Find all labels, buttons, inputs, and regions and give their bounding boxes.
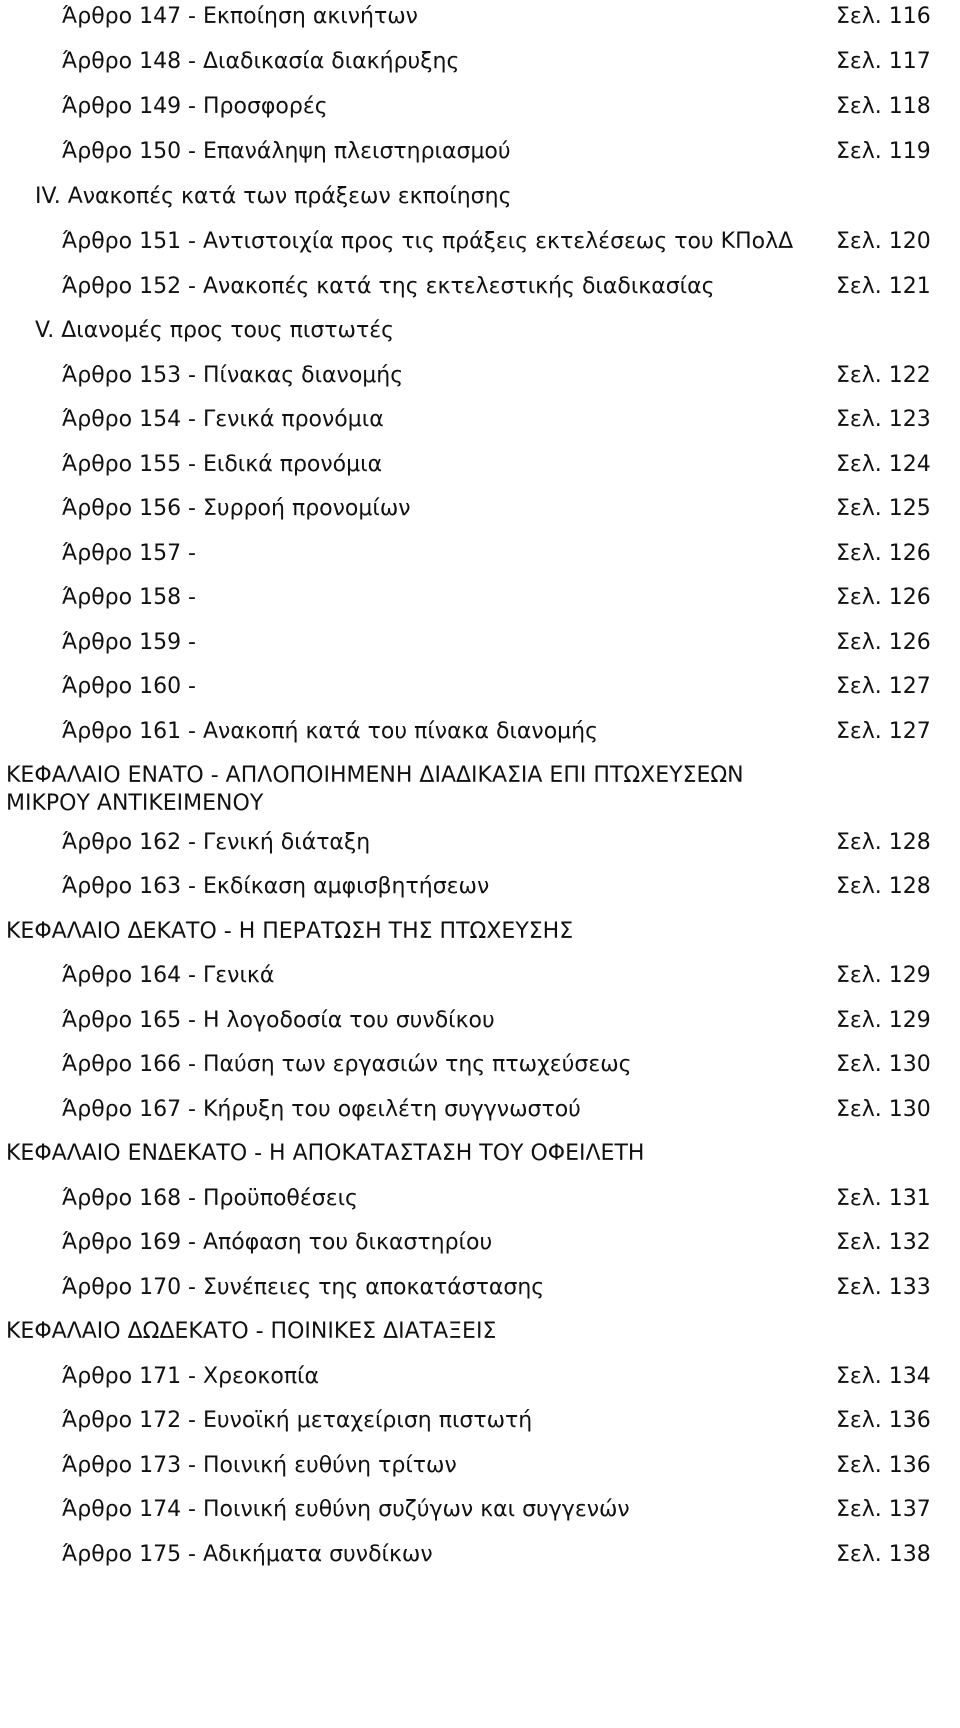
page-number: Σελ. 132 [836,1230,931,1255]
article-number: Άρθρο 147 - [62,4,203,29]
article-name: Ανακοπές κατά της εκτελεστικής διαδικασίας [203,274,715,299]
article-name: Αδικήματα συνδίκων [203,1542,433,1567]
article-number: Άρθρο 167 - [62,1097,203,1122]
page-number: Σελ. 121 [836,274,931,299]
page-number: Σελ. 130 [836,1052,931,1077]
article-name: Ειδικά προνόμια [203,452,383,477]
toc-entry-article-148 [0,45,960,79]
article-number: Άρθρο 150 - [62,139,203,164]
toc-entry-article-165 [0,1004,960,1038]
toc-entry-article-153 [0,359,960,393]
toc-entry-article-149 [0,90,960,124]
article-title [62,826,370,860]
toc-entry-article-170 [0,1271,960,1305]
article-number: Άρθρο 172 - [62,1408,203,1433]
page-number: Σελ. 136 [836,1408,931,1433]
chapter-heading: ΚΕΦΑΛΑΙΟ ΕΝΔΕΚΑΤΟ - Η ΑΠΟΚΑΤΑΣΤΑΣΗ ΤΟΥ ΟΦΕΙΛΕΤΗ [6,1141,645,1166]
toc-chapter-11 [0,1137,960,1171]
article-name: Εκποίηση ακινήτων [203,4,418,29]
article-name: Παύση των εργασιών της πτωχεύσεως [203,1052,632,1077]
toc-entry-article-167 [0,1093,960,1127]
toc-chapter-10 [0,915,960,949]
article-title [62,1449,457,1483]
page-number: Σελ. 122 [836,363,931,388]
article-title [62,1404,532,1438]
article-number: Άρθρο 164 - [62,963,203,988]
toc-entry-article-163 [0,870,960,904]
article-title [62,626,196,660]
chapter-heading: ΚΕΦΑΛΑΙΟ ΕΝΑΤΟ - ΑΠΛΟΠΟΙΗΜΕΝΗ ΔΙΑΔΙΚΑΣΙΑ ΕΠΙ ΠΤΩΧΕΥΣΕΩΝ ΜΙΚΡΟΥ ΑΝΤΙΚΕΙΜΕΝΟΥ [6,763,744,816]
toc-entry-article-171 [0,1360,960,1394]
article-title [62,1004,495,1038]
page-number: Σελ. 120 [836,229,931,254]
article-name: Ποινική ευθύνη συζύγων και συγγενών [203,1497,630,1522]
article-number: Άρθρο 148 - [62,49,203,74]
toc-entry-article-162 [0,826,960,860]
article-name: Εκδίκαση αμφισβητήσεων [203,874,490,899]
article-number: Άρθρο 175 - [62,1542,203,1567]
toc-section-iv [0,180,960,214]
article-number: Άρθρο 161 - [62,719,203,744]
article-title [62,715,598,749]
page-number: Σελ. 126 [836,630,931,655]
toc-chapter-12 [0,1315,960,1349]
article-number: Άρθρο 165 - [62,1008,203,1033]
toc-entry-article-175 [0,1538,960,1572]
toc-entry-article-156 [0,492,960,526]
article-name: Χρεοκοπία [203,1364,320,1389]
page-number: Σελ. 138 [836,1542,931,1567]
article-title [62,359,403,393]
page-number: Σελ. 124 [836,452,931,477]
toc-entry-article-174 [0,1493,960,1527]
toc-chapter-9 [0,762,960,822]
article-title [62,135,511,169]
page-number: Σελ. 137 [836,1497,931,1522]
section-heading: V. Διανομές προς τους πιστωτές [35,318,395,343]
toc-entry-article-158 [0,581,960,615]
page-number: Σελ. 136 [836,1453,931,1478]
article-name: Κήρυξη του οφειλέτη συγγνωστού [203,1097,581,1122]
article-title [62,45,459,79]
article-title [62,1538,433,1572]
article-name: Διαδικασία διακήρυξης [203,49,460,74]
article-title [62,959,274,993]
page-number: Σελ. 129 [836,963,931,988]
article-title [62,492,411,526]
article-number: Άρθρο 159 - [62,630,196,655]
article-number: Άρθρο 158 - [62,585,196,610]
page-number: Σελ. 125 [836,496,931,521]
article-name: Ευνοϊκή μεταχείριση πιστωτή [203,1408,533,1433]
toc-entry-article-150 [0,135,960,169]
page-number: Σελ. 119 [836,139,931,164]
article-title [62,1493,630,1527]
article-title [62,1271,544,1305]
article-title [62,1048,632,1082]
article-name: Ανακοπή κατά του πίνακα διανομής [203,719,599,744]
article-number: Άρθρο 151 - [62,229,203,254]
article-title [62,0,418,34]
article-number: Άρθρο 168 - [62,1186,203,1211]
article-number: Άρθρο 160 - [62,674,196,699]
toc-entry-article-166 [0,1048,960,1082]
section-heading: IV. Ανακοπές κατά των πράξεων εκποίησης [35,184,512,209]
article-name: Γενικά προνόμια [203,407,384,432]
toc-entry-article-160 [0,670,960,704]
page-number: Σελ. 130 [836,1097,931,1122]
article-name: Απόφαση του δικαστηρίου [203,1230,493,1255]
article-number: Άρθρο 171 - [62,1364,203,1389]
article-number: Άρθρο 153 - [62,363,203,388]
article-title [62,90,328,124]
article-number: Άρθρο 169 - [62,1230,203,1255]
page-number: Σελ. 127 [836,674,931,699]
article-number: Άρθρο 174 - [62,1497,203,1522]
article-number: Άρθρο 155 - [62,452,203,477]
article-title [62,1093,581,1127]
page-number: Σελ. 127 [836,719,931,744]
article-number: Άρθρο 173 - [62,1453,203,1478]
toc-entry-article-151 [0,225,960,259]
article-title [62,225,793,259]
chapter-heading: ΚΕΦΑΛΑΙΟ ΔΕΚΑΤΟ - Η ΠΕΡΑΤΩΣΗ ΤΗΣ ΠΤΩΧΕΥΣΗΣ [6,919,574,944]
article-name: Προϋποθέσεις [203,1186,358,1211]
toc-entry-article-172 [0,1404,960,1438]
toc-entry-article-173 [0,1449,960,1483]
article-number: Άρθρο 166 - [62,1052,203,1077]
toc-section-v [0,314,960,348]
article-title [62,1360,319,1394]
article-number: Άρθρο 154 - [62,407,203,432]
article-name: Ποινική ευθύνη τρίτων [203,1453,457,1478]
toc-entry-article-168 [0,1182,960,1216]
toc-entry-article-147 [0,0,960,34]
article-name: Συνέπειες της αποκατάστασης [203,1275,545,1300]
page-number: Σελ. 133 [836,1275,931,1300]
article-name: Η λογοδοσία του συνδίκου [203,1008,495,1033]
article-name: Αντιστοιχία προς τις πράξεις εκτελέσεως του ΚΠολΔ [203,229,794,254]
article-name: Πίνακας διανομής [203,363,404,388]
article-name: Προσφορές [203,94,328,119]
page-number: Σελ. 131 [836,1186,931,1211]
page-number: Σελ. 126 [836,585,931,610]
page-number: Σελ. 129 [836,1008,931,1033]
article-title [62,448,382,482]
article-number: Άρθρο 163 - [62,874,203,899]
page-number: Σελ. 134 [836,1364,931,1389]
page-number: Σελ. 117 [836,49,931,74]
chapter-heading: ΚΕΦΑΛΑΙΟ ΔΩΔΕΚΑΤΟ - ΠΟΙΝΙΚΕΣ ΔΙΑΤΑΞΕΙΣ [6,1319,497,1344]
article-title [62,670,196,704]
article-number: Άρθρο 170 - [62,1275,203,1300]
toc-entry-article-155 [0,448,960,482]
page-number: Σελ. 126 [836,541,931,566]
article-name: Συρροή προνομίων [203,496,411,521]
article-name: Γενική διάταξη [203,830,371,855]
article-number: Άρθρο 152 - [62,274,203,299]
toc-entry-article-157 [0,537,960,571]
article-name: Γενικά [203,963,275,988]
page-number: Σελ. 123 [836,407,931,432]
article-name: Επανάληψη πλειστηριασμού [203,139,511,164]
article-number: Άρθρο 162 - [62,830,203,855]
article-title [62,1182,358,1216]
toc-entry-article-169 [0,1226,960,1260]
toc-entry-article-164 [0,959,960,993]
toc-entry-article-161 [0,715,960,749]
page-number: Σελ. 118 [836,94,931,119]
page-number: Σελ. 116 [836,4,931,29]
article-title [62,270,715,304]
article-number: Άρθρο 156 - [62,496,203,521]
article-number: Άρθρο 157 - [62,541,196,566]
article-title [62,403,384,437]
page-number: Σελ. 128 [836,830,931,855]
article-title [62,537,196,571]
article-number: Άρθρο 149 - [62,94,203,119]
article-title [62,870,489,904]
toc-entry-article-159 [0,626,960,660]
page-number: Σελ. 128 [836,874,931,899]
article-title [62,1226,492,1260]
article-title [62,581,196,615]
toc-entry-article-154 [0,403,960,437]
toc-entry-article-152 [0,270,960,304]
